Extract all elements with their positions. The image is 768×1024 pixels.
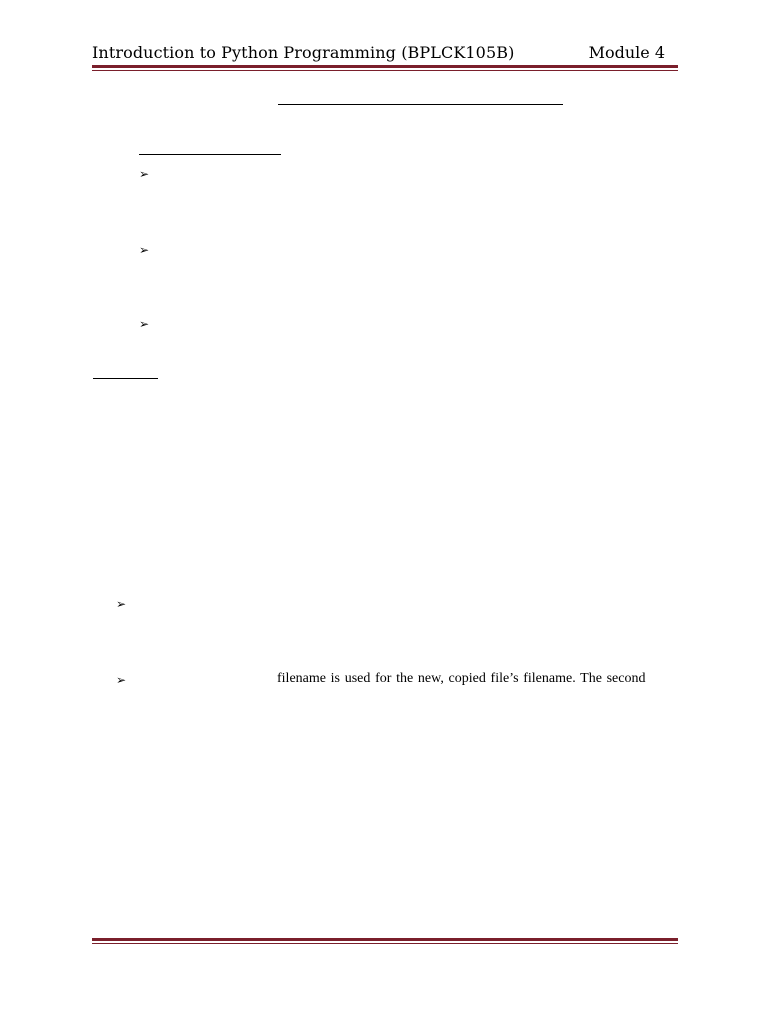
header-module-label: Module 4 [588, 43, 665, 62]
bullet-arrow-icon: ➢ [139, 167, 150, 181]
header-rule-thin [92, 70, 678, 71]
header-rule-thick [92, 65, 678, 68]
bullet-arrow-icon: ➢ [116, 673, 127, 687]
bullet-arrow-icon: ➢ [139, 317, 150, 331]
header-rule [92, 65, 678, 71]
bullet-arrow-icon: ➢ [116, 597, 127, 611]
header-title: Introduction to Python Programming (BPLCK105B) [92, 43, 515, 62]
section-heading-underline [278, 104, 563, 105]
footer-rule-thick [92, 938, 678, 941]
subheading-underline [139, 154, 281, 155]
bullet-arrow-icon: ➢ [139, 243, 150, 257]
footer-rule-thin [92, 943, 678, 944]
body-text-line: filename is used for the new, copied file’s filename. The second [277, 671, 646, 686]
footer-rule [92, 938, 678, 944]
example-heading-underline [93, 378, 158, 379]
